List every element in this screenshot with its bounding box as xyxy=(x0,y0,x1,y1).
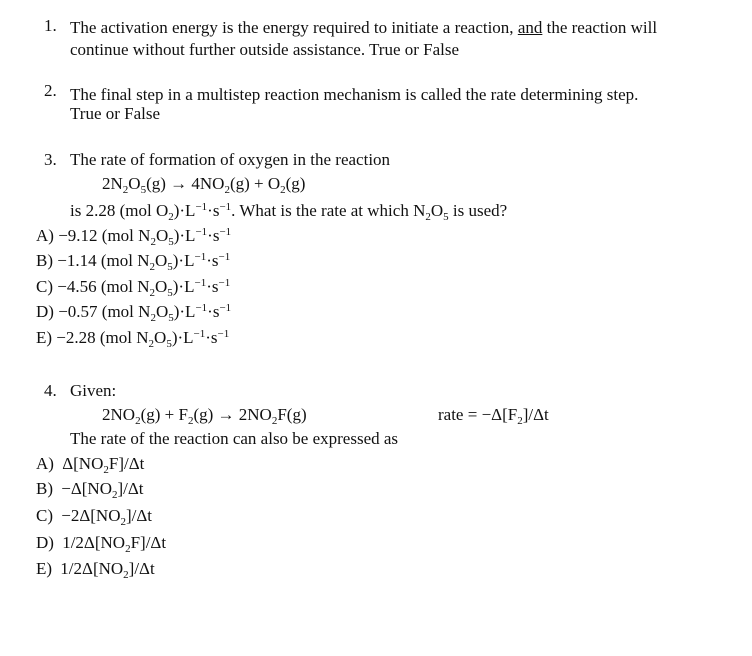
answer-option: B) −1.14 (mol $N_2O_5)\cdot L^{-1}\cdot s^{-1}$ xyxy=(36,251,231,273)
answer-option: $C) -2\Delta[NO_2]/\Delta t$ xyxy=(36,506,153,528)
answer-option: D) $1/2\Delta[NO_2F]/\Delta t$ xyxy=(36,533,167,555)
question-1-line-2: continue without further outside assistance. True or False xyxy=(70,40,460,59)
question-4-line-3: The rate of the reaction can also be expressed as xyxy=(70,429,399,448)
question-1-line-1: The activation energy is the energy required to initiate a reaction, and the reaction will xyxy=(70,18,658,37)
answer-option: $B) -\Delta[NO_2]/\Delta t$ xyxy=(36,479,144,501)
question-number: 2. xyxy=(44,81,57,100)
question-3-line-1: The rate of formation of oxygen in the reaction xyxy=(70,150,391,169)
question-number: 3. xyxy=(44,150,57,169)
question-2-line-2: True or False xyxy=(70,104,161,123)
answer-option: D) −0.57 (mol $N_2O_5)\cdot L^{-1}\cdot s^{-1}$ xyxy=(36,302,232,324)
question-3-line-3: is 2.28 (mol $O_2)\cdot L^{-1}\cdot s^{-1}$. What is the rate at which $N_2O_5$ is used? xyxy=(70,201,508,223)
question-number: 4. xyxy=(44,381,57,400)
answer-option: E) −2.28 (mol $N_2O_5)\cdot L^{-1}\cdot s^{-1}$ xyxy=(36,328,230,350)
given-equation: $2NO_2(g) + F_2(g) \to 2NO_2F(g)$ xyxy=(102,405,307,427)
reaction-equation: $2N_2O_5(g) \to 4NO_2(g) + O_2(g)$ xyxy=(102,174,306,196)
question-2-line-1: The final step in a multistep reaction mechanism is called the rate determining step. xyxy=(70,85,639,104)
question-number: 1. xyxy=(44,16,57,35)
answer-option: A) $\Delta[NO_2F]/\Delta t$ xyxy=(36,454,145,476)
given-label: Given: xyxy=(70,381,117,400)
answer-option: A) −9.12 (mol $N_2O_5)\cdot L^{-1}\cdot s^{-1}$ xyxy=(36,226,232,248)
answer-option: C) −4.56 (mol $N_2O_5)\cdot L^{-1}\cdot s^{-1}$ xyxy=(36,277,231,299)
rate-expression: rate = $-\Delta[F_2]/\Delta t$ xyxy=(438,405,549,427)
answer-option: E) $1/2\Delta[NO_2]/\Delta t$ xyxy=(36,559,155,581)
